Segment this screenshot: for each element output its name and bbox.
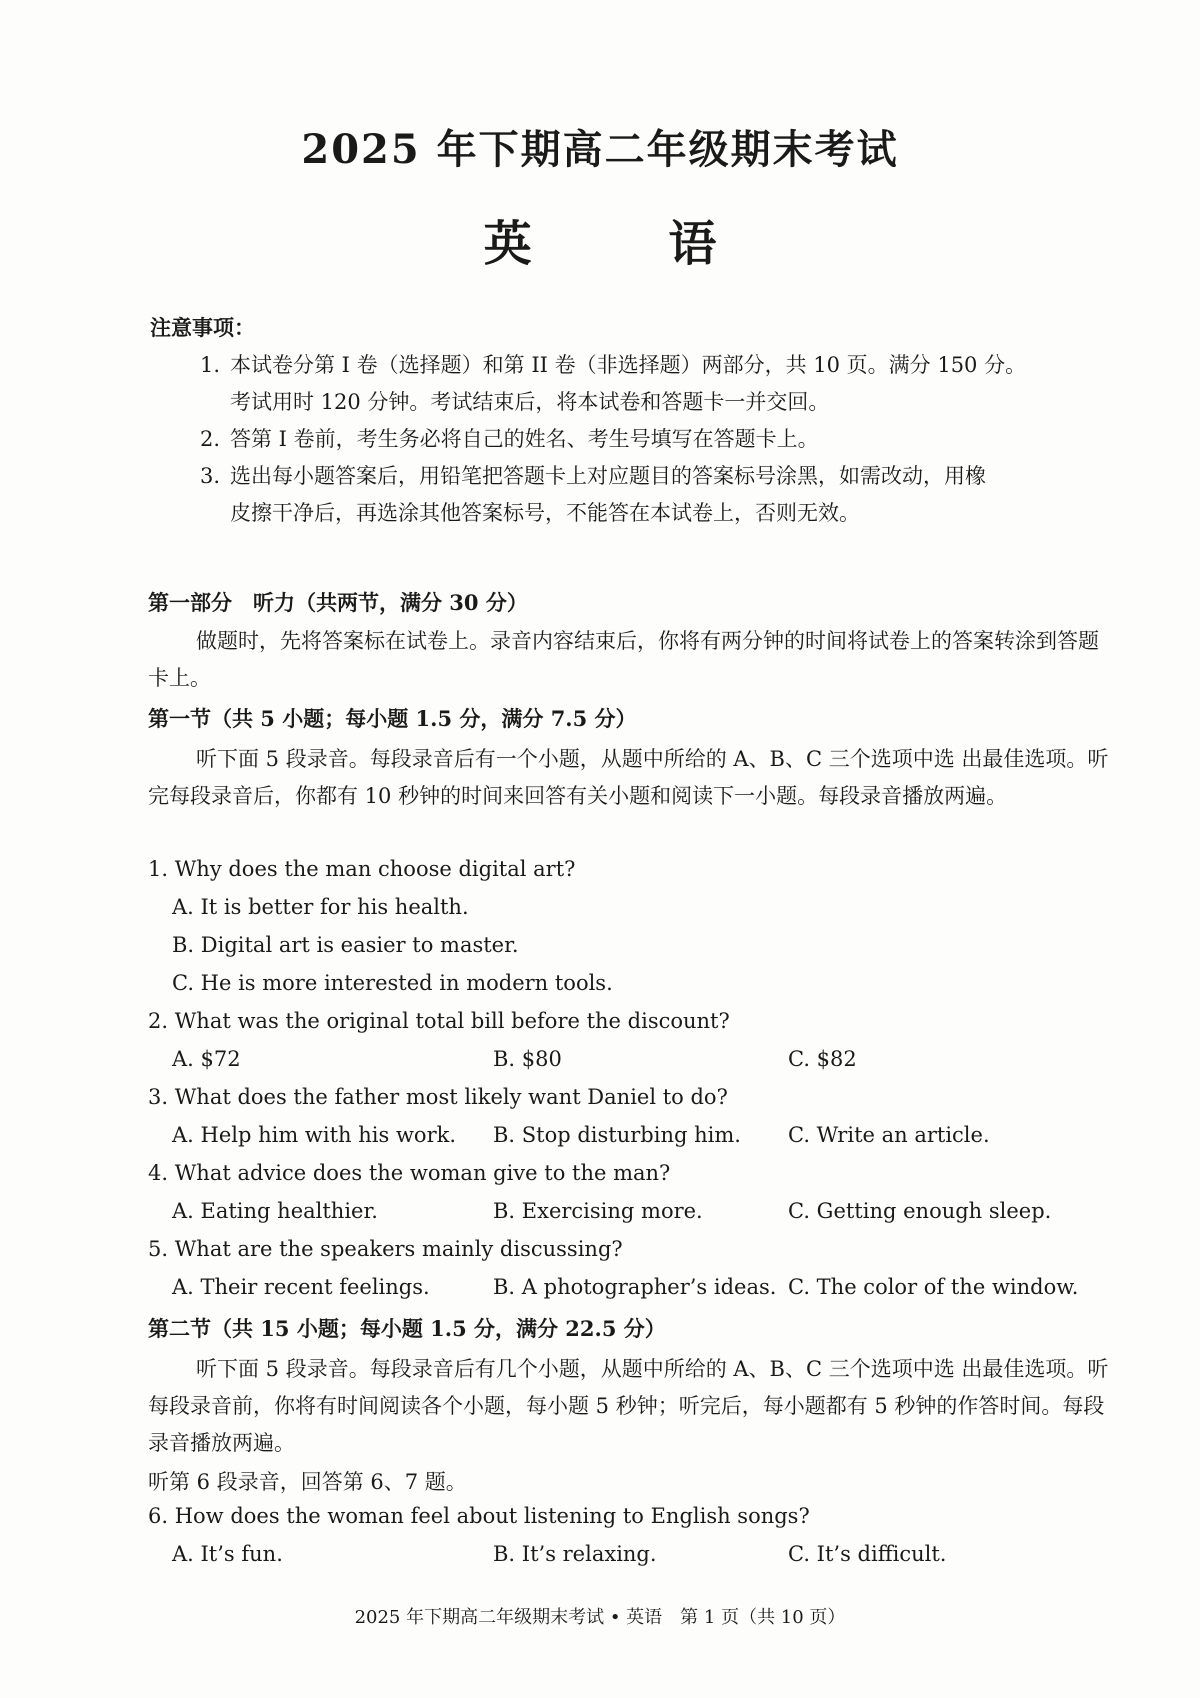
question-2-option-b: B. $80 (493, 1047, 562, 1071)
question-1: 1. Why does the man choose digital art? (148, 857, 576, 881)
question-1-option-c: C. He is more interested in modern tools. (172, 971, 613, 995)
section1-intro: 听下面 5 段录音。每段录音后有一个小题，从题中所给的 A、B、C 三个选项中选 出最佳选项。听完每段录音后，你都有 10 秒钟的时间来回答有关小题和阅读下一小题。每段录音播放两遍。 (148, 747, 1109, 808)
note-number: 1. (200, 353, 221, 377)
section2-intro: 听下面 5 段录音。每段录音后有几个小题，从题中所给的 A、B、C 三个选项中选 出最佳选项。听每段录音前，你将有时间阅读各个小题，每小题 5 秒钟；听完后，每小题都有 5 秒钟的作答时间。每段录音播放两遍。 (148, 1357, 1109, 1455)
part1-heading: 第一部分 听力（共两节，满分 30 分） (148, 590, 528, 615)
note-text-continued: 皮擦干净后，再选涂其他答案标号，不能答在本试卷上，否则无效。 (230, 501, 860, 525)
note-text: 本试卷分第 I 卷（选择题）和第 II 卷（非选择题）两部分，共 10 页。满分 150 分。 (230, 353, 1027, 377)
note-number: 2. (200, 427, 221, 451)
page-footer: 2025 年下期高二年级期末考试 • 英语 第 1 页（共 10 页） (354, 1607, 846, 1628)
question-2-option-c: C. $82 (788, 1047, 857, 1071)
section1-heading: 第一节（共 5 小题；每小题 1.5 分，满分 7.5 分） (148, 706, 637, 731)
question-5-option-a: A. Their recent feelings. (172, 1275, 430, 1299)
question-6-option-a: A. It’s fun. (172, 1542, 283, 1566)
part1-intro: 做题时，先将答案标在试卷上。录音内容结束后，你将有两分钟的时间将试卷上的答案转涂到答题卡上。 (148, 629, 1099, 690)
question-1-option-a: A. It is better for his health. (172, 895, 469, 919)
question-3: 3. What does the father most likely want Daniel to do? (148, 1085, 728, 1109)
section2-text6: 听第 6 段录音，回答第 6、7 题。 (148, 1470, 467, 1494)
question-5-option-b: B. A photographer’s ideas. (493, 1275, 777, 1299)
note-text: 答第 I 卷前，考生务必将自己的姓名、考生号填写在答题卡上。 (230, 427, 819, 451)
question-5: 5. What are the speakers mainly discussing? (148, 1237, 623, 1261)
question-1-option-b: B. Digital art is easier to master. (172, 933, 519, 957)
question-3-option-c: C. Write an article. (788, 1123, 990, 1147)
question-4-option-c: C. Getting enough sleep. (788, 1199, 1052, 1223)
question-4-option-a: A. Eating healthier. (172, 1199, 378, 1223)
question-4: 4. What advice does the woman give to the man? (148, 1161, 671, 1185)
question-6: 6. How does the woman feel about listening to English songs? (148, 1504, 810, 1528)
note-item-1 (200, 347, 1120, 421)
question-3-option-b: B. Stop disturbing him. (493, 1123, 741, 1147)
question-6-option-c: C. It’s difficult. (788, 1542, 947, 1566)
question-2-option-a: A. $72 (172, 1047, 241, 1071)
note-number: 3. (200, 464, 221, 488)
question-5-option-c: C. The color of the window. (788, 1275, 1079, 1299)
question-4-option-b: B. Exercising more. (493, 1199, 703, 1223)
section2-heading: 第二节（共 15 小题；每小题 1.5 分，满分 22.5 分） (148, 1316, 666, 1341)
note-item-2 (200, 421, 1120, 458)
note-text: 选出每小题答案后，用铅笔把答题卡上对应题目的答案标号涂黑，如需改动，用橡 (230, 464, 986, 488)
subject-title: 英 语 (483, 216, 777, 272)
note-text-continued: 考试用时 120 分钟。考试结束后，将本试卷和答题卡一并交回。 (230, 390, 830, 414)
question-2: 2. What was the original total bill before the discount? (148, 1009, 730, 1033)
note-item-3 (200, 458, 1120, 532)
exam-title: 2025 年下期高二年级期末考试 (301, 126, 899, 173)
notes-heading: 注意事项： (150, 315, 255, 340)
question-6-option-b: B. It’s relaxing. (493, 1542, 657, 1566)
question-3-option-a: A. Help him with his work. (172, 1123, 457, 1147)
